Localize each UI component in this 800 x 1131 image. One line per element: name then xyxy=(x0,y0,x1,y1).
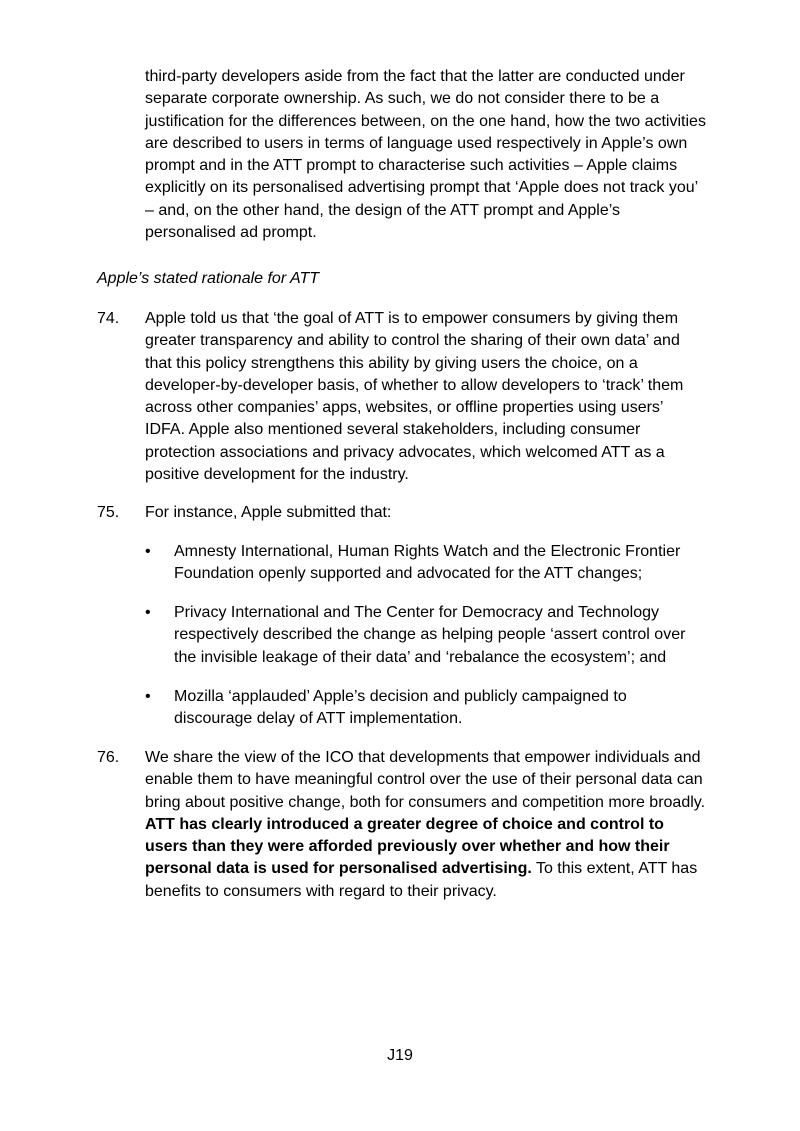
section-heading: Apple’s stated rationale for ATT xyxy=(97,270,320,287)
bullet-text: Amnesty International, Human Rights Watch and the Electronic Frontier Foundation openly supported and advocated for the ATT changes; xyxy=(174,543,681,583)
page-number: J19 xyxy=(387,1047,413,1064)
paragraph-text: Apple told us that ‘the goal of ATT is to empower consumers by giving them greater transparency and ability to control the sharing of their own data’ and that this policy strengthens this ability by giving users the choice, on a developer-by-developer basis, of whether to allow developers to ‘track’ them across other companies’ apps, websites, or offline properties using users’ IDFA. Apple also mentioned several stakeholders, including consumer protection associations and privacy advocates, which welcomed ATT as a positive development for the industry. xyxy=(145,310,684,484)
bullet-item xyxy=(145,602,705,669)
bullet-item xyxy=(145,686,705,731)
paragraph-text-bold: ATT has clearly introduced a greater degree of choice and control to users than they were afforded previously over whether and how their personal data is used for personalised advertising. xyxy=(145,815,670,878)
paragraph-number: 76. xyxy=(97,749,120,766)
continued-paragraph: third-party developers aside from the fact that the latter are conducted under separate corporate ownership. As such, we do not consider there to be a justification for the differences between, on the one hand, how the two activities are described to users in terms of language used respectively in Apple’s own prompt and in the ATT prompt to characterise such activities – Apple claims explicitly on its personalised advertising prompt that ‘Apple does not track you’ – and, on the other hand, the design of the ATT prompt and Apple’s personalised ad prompt. xyxy=(145,68,706,242)
bullet-icon: • xyxy=(145,604,151,621)
paragraph-76 xyxy=(97,747,707,903)
paragraph-74 xyxy=(97,308,707,486)
paragraph-75 xyxy=(97,502,707,524)
bullet-item xyxy=(145,541,705,586)
paragraph-text: For instance, Apple submitted that: xyxy=(145,504,392,521)
paragraph-text-end: To this extent, ATT has benefits to consumers with regard to their privacy. xyxy=(145,860,698,900)
paragraph-text xyxy=(145,747,707,903)
bullet-icon: • xyxy=(145,688,151,705)
bullet-text: Privacy International and The Center for Democracy and Technology respectively described the change as helping people ‘assert control over the invisible leakage of their data’ and ‘rebalance the ecosystem’; and xyxy=(174,604,686,666)
bullet-icon: • xyxy=(145,543,151,560)
paragraph-number: 75. xyxy=(97,504,120,521)
bullet-text: Mozilla ‘applauded’ Apple’s decision and publicly campaigned to discourage delay of ATT implementation. xyxy=(174,688,627,728)
paragraph-number: 74. xyxy=(97,310,120,327)
paragraph-text-start: We share the view of the ICO that developments that empower individuals and enable them to have meaningful control over the use of their personal data can bring about positive change, both for consumers and competition more broadly. xyxy=(145,749,706,811)
